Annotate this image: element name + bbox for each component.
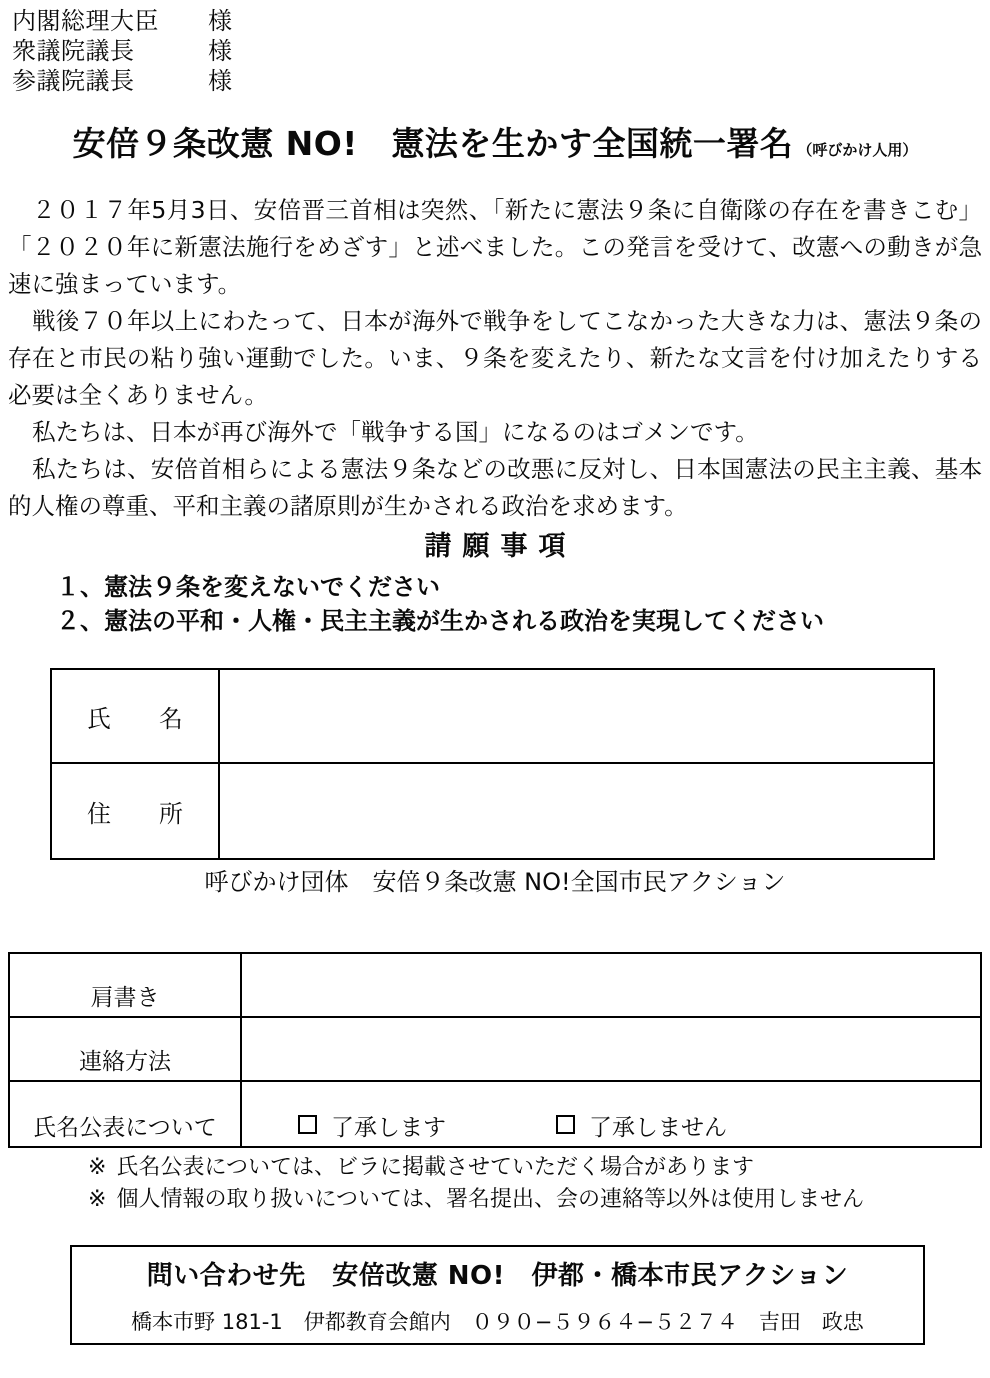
- position-input[interactable]: [242, 954, 980, 1016]
- petition-item-1: １、憲法９条を変えないでください: [56, 573, 440, 601]
- petition-items-list: [56, 570, 956, 638]
- note-text-2: 個人情報の取り扱いについては、署名提出、会の連絡等以外は使用しません: [116, 1187, 865, 1212]
- title-sub-text: （呼びかけ人用）: [797, 141, 918, 159]
- body-paragraph-4: 私たちは、安倍首相らによる憲法９条などの改悪に反対し、日本国憲法の民主主義、基本的人権の尊重、平和主義の諸原則が生かされる政治を求めます。: [8, 455, 982, 520]
- notes-block: [88, 1152, 968, 1216]
- detail-table: [8, 952, 982, 1148]
- consent-decline-label: 了承しません: [589, 1114, 727, 1141]
- name-publication-label: 氏名公表について: [10, 1082, 242, 1146]
- table-row-name: [52, 670, 933, 764]
- signer-address-input[interactable]: [220, 764, 933, 858]
- note-mark-icon: ※: [88, 1187, 107, 1212]
- checkbox-empty-icon[interactable]: [556, 1115, 575, 1134]
- table-row-position: [10, 954, 980, 1018]
- note-text-1: 氏名公表については、ビラに掲載させていただく場合があります: [116, 1155, 754, 1180]
- body-paragraph-3: 私たちは、日本が再び海外で「戦争する国」になるのはゴメンです。: [32, 418, 759, 446]
- name-publication-options: [242, 1082, 980, 1146]
- table-row-name-publication: [10, 1082, 980, 1146]
- addressee-block: [12, 6, 432, 96]
- note-line-2: [88, 1184, 968, 1216]
- organizer-line: 呼びかけ団体 安倍９条改憲 NO!全国市民アクション: [204, 868, 786, 896]
- signer-table: [50, 668, 935, 860]
- body-text-block: [8, 192, 982, 525]
- document-title: [0, 118, 990, 165]
- position-label: 肩書き: [10, 954, 242, 1016]
- note-line-1: [88, 1152, 968, 1184]
- addressee-line-prime-minister: 内閣総理大臣 様: [12, 7, 233, 35]
- signer-name-label: 氏 名: [52, 670, 220, 762]
- table-row-contact-method: [10, 1018, 980, 1082]
- consent-decline-option[interactable]: [556, 1109, 727, 1142]
- title-main-text: 安倍９条改憲 NO! 憲法を生かす全国統一署名: [72, 124, 794, 163]
- signer-name-input[interactable]: [220, 670, 933, 762]
- addressee-line-upper-house-president: 参議院議長 様: [12, 67, 233, 95]
- body-paragraph-2: 戦後７０年以上にわたって、日本が海外で戦争をしてこなかった大きな力は、憲法９条の存在と市民の粘り強い運動でした。いま、９条を変えたり、新たな文言を付け加えたりする必要は全くありません。: [8, 307, 982, 409]
- table-row-address: [52, 764, 933, 858]
- contact-method-input[interactable]: [242, 1018, 980, 1080]
- body-paragraph-1: ２０１７年5月3日、安倍晋三首相は突然、「新たに憲法９条に自衛隊の存在を書きこむ」「２０２０年に新憲法施行をめざす」と述べました。この発言を受けて、改憲への動きが急速に強まっています。: [8, 196, 982, 298]
- contact-method-label: 連絡方法: [10, 1018, 242, 1080]
- signer-address-label: 住 所: [52, 764, 220, 858]
- consent-agree-option[interactable]: [298, 1109, 446, 1142]
- petition-item-2: ２、憲法の平和・人権・民主主義が生かされる政治を実現してください: [56, 607, 824, 635]
- contact-box: [70, 1245, 925, 1345]
- contact-title: 問い合わせ先 安倍改憲 NO! 伊都・橋本市民アクション: [146, 1260, 849, 1291]
- petition-heading: 請願事項: [424, 531, 577, 562]
- contact-details: 橋本市野 181-1 伊都教育会館内 ０９０−５９６４−５２７４ 吉田 政忠: [131, 1309, 864, 1334]
- checkbox-empty-icon[interactable]: [298, 1115, 317, 1134]
- addressee-line-lower-house-speaker: 衆議院議長 様: [12, 37, 233, 65]
- note-mark-icon: ※: [88, 1155, 107, 1180]
- consent-agree-label: 了承します: [331, 1114, 446, 1141]
